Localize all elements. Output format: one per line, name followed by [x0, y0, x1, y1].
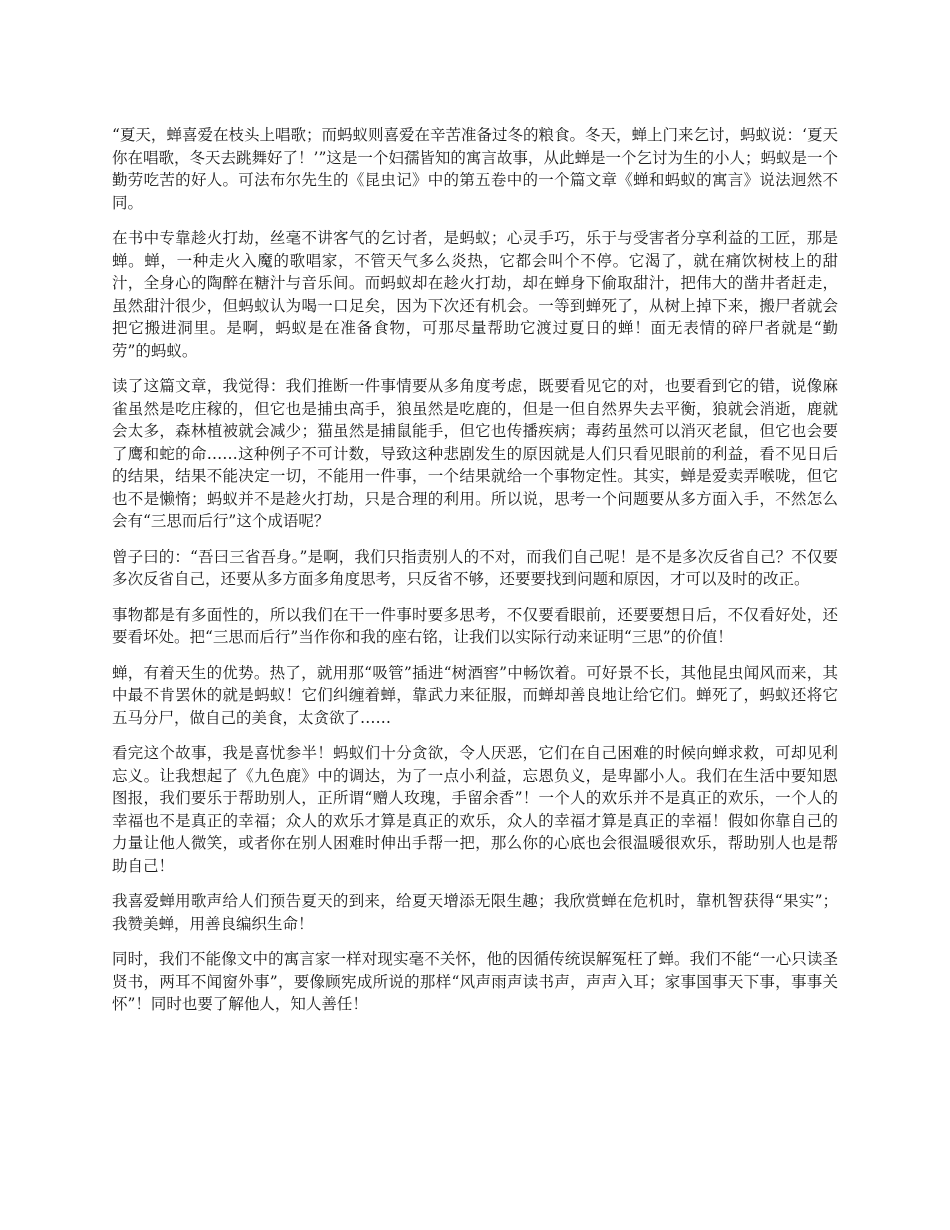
paragraph-4: 曾子曰的：“吾曰三省吾身。”是啊，我们只指责别人的不对，而我们自己呢！是不是多次反省自己？不仅要多次反省自己，还要从多方面多角度思考，只反省不够，还要要找到问题和原因，才可以及时的改正。	[112, 547, 838, 588]
paragraph-3: 读了这篇文章，我觉得：我们推断一件事情要从多角度考虑，既要看见它的对，也要看到它的错，说像麻雀虽然是吃庄稼的，但它也是捕虫高手，狼虽然是吃鹿的，但是一但自然界失去平衡，狼就会消逝，鹿就会太多，森林植被就会减少；猫虽然是捕鼠能手，但它也传播疾病；毒药虽然可以消灭老鼠，但它也会要了鹰和蛇的命……这种例子不可计数，导致这种悲剧发生的原因就是人们只看见眼前的利益，看不见日后的结果，结果不能决定一切，不能用一件事，一个结果就给一个事物定性。其实，蝉是爱卖弄喉咙，但它也不是懒惰；蚂蚁并不是趁火打劫，只是合理的利用。所以说，思考一个问题要从多方面入手，不然怎么会有“三思而后行”这个成语呢？	[112, 377, 838, 530]
paragraph-6: 蝉，有着天生的优势。热了，就用那“吸管”插进“树酒窖”中畅饮着。可好景不长，其他昆虫闻风而来，其中最不肯罢休的就是蚂蚁！它们纠缠着蝉，靠武力来征服，而蝉却善良地让给它们。蝉死了，蚂蚁还将它五马分尸，做自己的美食，太贪欲了……	[112, 663, 838, 727]
paragraph-9: 同时，我们不能像文中的寓言家一样对现实毫不关怀，他的因循传统误解冤枉了蝉。我们不能“一心只读圣贤书，两耳不闻窗外事”，要像顾宪成所说的那样“风声雨声读书声，声声入耳；家事国事天下事，事事关怀”！同时也要了解他人，知人善任！	[112, 950, 838, 1013]
paragraph-5: 事物都是有多面性的，所以我们在干一件事时要多思考，不仅要看眼前，还要要想日后，不仅看好处，还要看坏处。把“三思而后行”当作你和我的座右铭，让我们以实际行动来证明“三思”的价值！	[112, 605, 838, 646]
paragraph-8: 我喜爱蝉用歌声给人们预告夏天的到来，给夏天增添无限生趣；我欣赏蝉在危机时，靠机智获得“果实”；我赞美蝉，用善良编织生命！	[112, 892, 838, 933]
paragraph-7: 看完这个故事，我是喜忧参半！蚂蚁们十分贪欲，令人厌恶，它们在自己困难的时候向蝉求救，可却见利忘义。让我想起了《九色鹿》中的调达，为了一点小利益，忘恩负义，是卑鄙小人。我们在生活中要知恩图报，我们要乐于帮助别人，正所谓“赠人玫瑰，手留余香”！一个人的欢乐并不是真正的欢乐，一个人的幸福也不是真正的幸福；众人的欢乐才算是真正的欢乐，众人的幸福才算是真正的幸福！假如你靠自己的力量让他人微笑，或者你在别人困难时伸出手帮一把，那么你的心底也会很温暖很欢乐，帮助别人也是帮助自己！	[112, 744, 838, 875]
paragraph-1: “夏天，蝉喜爱在枝头上唱歌；而蚂蚁则喜爱在辛苦准备过冬的粮食。冬天，蝉上门来乞讨，蚂蚁说：‘夏天你在唱歌，冬天去跳舞好了！’”这是一个妇孺皆知的寓言故事，从此蝉是一个乞讨为生的小人；蚂蚁是一个勤劳吃苦的好人。可法布尔先生的《昆虫记》中的第五卷中的一个篇文章《蝉和蚂蚁的寓言》说法迥然不同。	[112, 126, 838, 212]
paragraph-2: 在书中专靠趁火打劫，丝毫不讲客气的乞讨者，是蚂蚁；心灵手巧，乐于与受害者分享利益的工匠，那是蝉。蝉，一种走火入魔的歌唱家，不管天气多么炎热，它都会叫个不停。它渴了，就在痛饮树枝上的甜汁，全身心的陶醉在糖汁与音乐间。而蚂蚁却在趁火打劫，却在蝉身下偷取甜汁，把伟大的凿井者赶走，虽然甜汁很少，但蚂蚁认为喝一口足矣，因为下次还有机会。一等到蝉死了，从树上掉下来，搬尸者就会把它搬进洞里。是啊，蚂蚁是在准备食物，可那尽量帮助它渡过夏日的蝉！面无表情的碎尸者就是“勤劳”的蚂蚁。	[112, 229, 838, 360]
document-body	[112, 124, 838, 1029]
